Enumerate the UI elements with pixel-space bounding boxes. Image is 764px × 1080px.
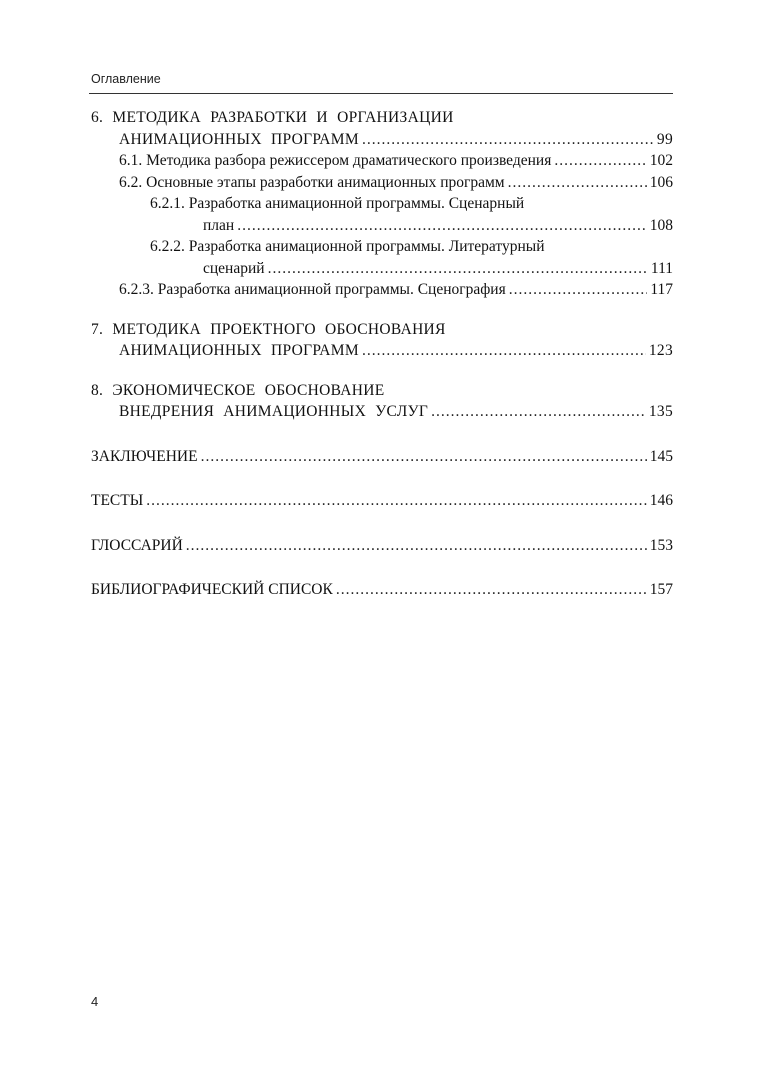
toc-entry-title: 6.1. Методика разбора режиссером драматического произведения	[119, 152, 552, 169]
toc-entry-6-2[interactable]	[91, 172, 673, 194]
toc-page-number: 108	[649, 216, 673, 234]
spacer	[91, 467, 673, 490]
spacer	[91, 556, 673, 579]
toc-entry-title: ЗАКЛЮЧЕНИЕ	[91, 447, 198, 465]
toc-entry-title-continued: сценарий	[203, 259, 265, 277]
toc-chapter-7-title-line1: 7. МЕТОДИКА ПРОЕКТНОГО ОБОСНОВАНИЯ	[91, 320, 446, 338]
toc-entry-6-1[interactable]	[91, 150, 673, 172]
toc-page-number: 146	[649, 492, 673, 509]
toc-page-number: 123	[648, 342, 673, 359]
toc-page-number: 157	[649, 581, 673, 598]
toc-entry-chapter-6[interactable]	[91, 129, 673, 151]
toc-page-number: 135	[648, 403, 673, 420]
toc-page-number: 99	[656, 130, 673, 148]
dot-leader	[186, 535, 647, 557]
dot-leader	[237, 215, 647, 237]
toc-page-number: 117	[650, 281, 673, 298]
page-number: 4	[91, 994, 99, 1009]
toc-entry-6-2-3[interactable]	[91, 279, 673, 301]
header-rule	[89, 93, 673, 94]
toc-page-number: 153	[649, 536, 673, 554]
toc-chapter-6-title-line2: АНИМАЦИОННЫХ ПРОГРАММ	[119, 130, 359, 148]
toc-page-number: 111	[650, 259, 673, 277]
toc-entry-conclusion[interactable]	[91, 446, 673, 468]
spacer	[91, 512, 673, 535]
dot-leader	[431, 401, 646, 423]
toc-entry-title: 6.2. Основные этапы разработки анимационных программ	[119, 173, 505, 191]
toc-chapter-7-heading	[91, 319, 673, 341]
dot-leader	[362, 129, 654, 151]
toc-entry-title: ТЕСТЫ	[91, 492, 144, 509]
toc-entry-title: БИБЛИОГРАФИЧЕСКИЙ СПИСОК	[91, 581, 333, 598]
spacer	[91, 301, 673, 319]
toc-entry-title: 6.2.1. Разработка анимационной программы. Сценарный	[150, 195, 525, 212]
spacer	[91, 423, 673, 446]
toc-entry-title: 6.2.3. Разработка анимационной программы. Сценография	[119, 281, 506, 298]
spacer	[91, 362, 673, 380]
toc-entry-title: 6.2.2. Разработка анимационной программы. Литературный	[150, 238, 545, 255]
toc-chapter-8-title-line1: 8. ЭКОНОМИЧЕСКОЕ ОБОСНОВАНИЕ	[91, 381, 385, 399]
toc-entry-title: ГЛОССАРИЙ	[91, 536, 183, 554]
toc-entry-tests[interactable]	[91, 490, 673, 512]
dot-leader	[268, 258, 648, 280]
toc-page-number: 145	[649, 447, 673, 465]
dot-leader	[146, 490, 646, 512]
toc-entry-glossary[interactable]	[91, 535, 673, 557]
toc-entry-6-2-2[interactable]	[91, 258, 673, 280]
toc-chapter-7-title-line2: АНИМАЦИОННЫХ ПРОГРАММ	[119, 342, 359, 359]
table-of-contents	[91, 107, 673, 601]
toc-chapter-8-heading	[91, 380, 673, 402]
toc-page-number: 102	[649, 152, 673, 169]
toc-chapter-6-heading	[91, 107, 673, 129]
toc-entry-6-2-1-line1	[91, 193, 673, 215]
toc-chapter-8-title-line2: ВНЕДРЕНИЯ АНИМАЦИОННЫХ УСЛУГ	[119, 403, 429, 420]
toc-chapter-6-title-line1: 6. МЕТОДИКА РАЗРАБОТКИ И ОРГАНИЗАЦИИ	[91, 109, 454, 126]
toc-entry-chapter-8[interactable]	[91, 401, 673, 423]
dot-leader	[362, 340, 646, 362]
toc-entry-bibliography[interactable]	[91, 579, 673, 601]
dot-leader	[508, 172, 647, 194]
dot-leader	[554, 150, 646, 172]
toc-entry-6-2-2-line1	[91, 236, 673, 258]
toc-page-number: 106	[649, 173, 673, 191]
toc-entry-title-continued: план	[203, 216, 235, 234]
toc-entry-chapter-7[interactable]	[91, 340, 673, 362]
dot-leader	[201, 446, 647, 468]
dot-leader	[509, 279, 648, 301]
running-title: Оглавление	[91, 72, 161, 86]
dot-leader	[336, 579, 647, 601]
toc-entry-6-2-1[interactable]	[91, 215, 673, 237]
